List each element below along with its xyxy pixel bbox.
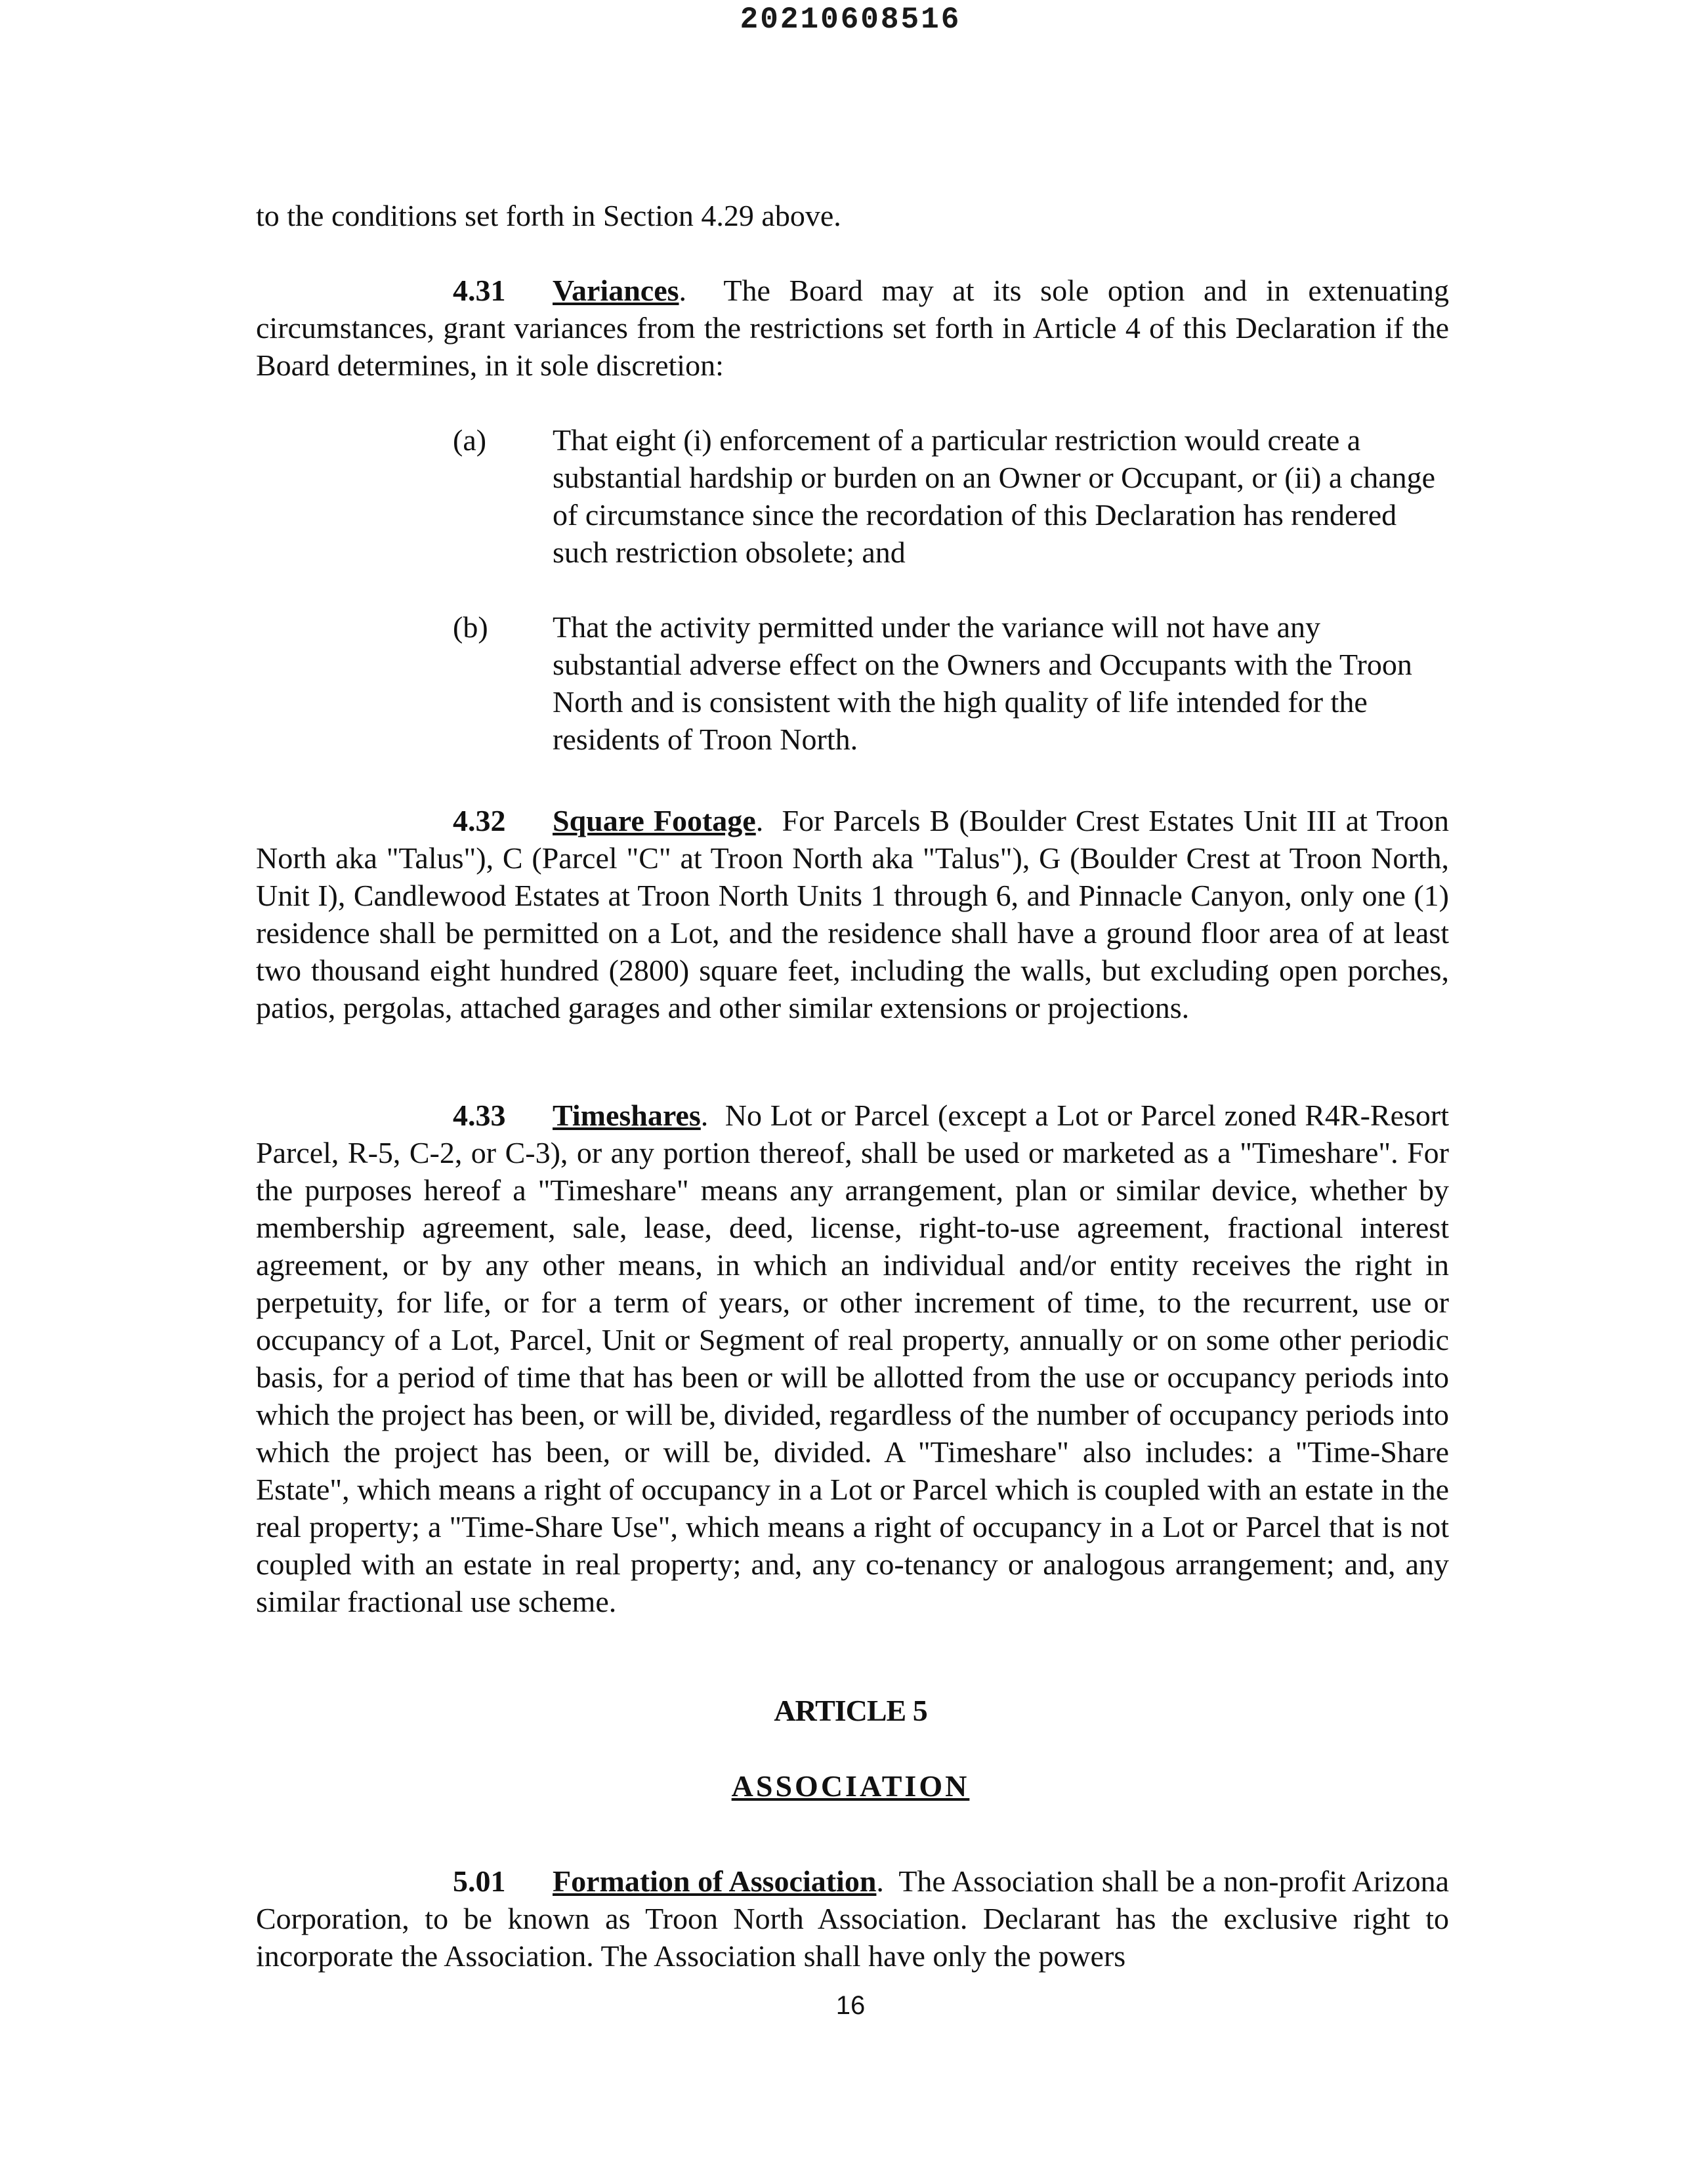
section-5-01: 5.01 Formation of Association. The Association shall be a non-profit Arizona Corporation, to be known as Troon North Association. Declarant has the exclusive right to incorporate the Association. The Association shall have only the powers bbox=[256, 1862, 1449, 1975]
section-number: 4.33 bbox=[453, 1099, 506, 1132]
section-number: 4.32 bbox=[453, 804, 506, 837]
recording-number: 20210608516 bbox=[740, 3, 961, 37]
section-title: Timeshares bbox=[553, 1099, 701, 1132]
article-title: ASSOCIATION bbox=[731, 1769, 970, 1803]
section-body: The Board may at its sole option and in extenuating circumstances, grant variances from the restrictions set forth in Article 4 of this Declaration if the Board determines, in it sole discretion: bbox=[256, 274, 1449, 382]
item-label: (b) bbox=[453, 610, 488, 644]
section-number: 5.01 bbox=[453, 1864, 506, 1898]
section-title: Variances bbox=[553, 274, 679, 307]
section-number: 4.31 bbox=[453, 274, 506, 307]
intro-line: to the conditions set forth in Section 4.29 above. bbox=[256, 199, 841, 232]
page-number: 16 bbox=[835, 1991, 866, 2020]
section-4-31: 4.31 Variances. The Board may at its sole option and in extenuating circumstances, grant variances from the restrictions set forth in Article 4 of this Declaration if the Board determines, in it sole discretion: bbox=[256, 272, 1449, 384]
section-4-32: 4.32 Square Footage. For Parcels B (Boulder Crest Estates Unit III at Troon North aka "Talus"), C (Parcel "C" at Troon North aka "Talus"), G (Boulder Crest at Troon North, Unit I), Candlewood Estates at Troon North Units 1 through 6, and Pinnacle Canyon, only one (1) residence shall be permitted on a Lot, and the residence shall have a ground floor area of at least two thousand eight hundred (2800) square feet, including the walls, but excluding open porches, patios, pergolas, attached garages and other similar extensions or projections. bbox=[256, 802, 1449, 1026]
section-body: The Association shall be a non-profit Arizona Corporation, to be known as Troon North Association. Declarant has the exclusive right to incorporate the Association. The Association shall have only the powers bbox=[256, 1864, 1449, 1973]
section-body: No Lot or Parcel (except a Lot or Parcel zoned R4R-Resort Parcel, R-5, C-2, or C-3), or any portion thereof, shall be used or marketed as a "Timeshare". For the purposes hereof a "Timeshare" means any arrangement, plan or similar device, whether by membership agreement, sale, lease, deed, license, right-to-use agreement, fractional interest agreement, or by any other means, in which an individual and/or entity receives the right in perpetuity, for life, or for a term of years, or other increment of time, to the recurrent, use or occupancy of a Lot, Parcel, Unit or Segment of real property, annually or on some other periodic basis, for a period of time that has been or will be allotted from the use or occupancy periods into which the project has been, or will be, divided, regardless of the number of occupancy periods into which the project has been, or will be, divided. A "Timeshare" also includes: a "Time-Share Estate", which means a right of occupancy in a Lot or Parcel which is coupled with an estate in the real property; a "Time-Share Use", which means a right of occupancy in a Lot or Parcel that is not coupled with an estate in real property; and, any co-tenancy or analogous arrangement; and, any similar fractional use scheme. bbox=[256, 1099, 1449, 1618]
item-text: That the activity permitted under the variance will not have any substantial adverse effect on the Owners and Occupants with the Troon North and is consistent with the high quality of life intended for the residents of Troon North. bbox=[553, 610, 1412, 756]
item-label: (a) bbox=[453, 423, 487, 457]
section-title: Square Footage bbox=[553, 804, 756, 837]
item-text: That eight (i) enforcement of a particular restriction would create a substantial hardship or burden on an Owner or Occupant, or (ii) a change of circumstance since the recordation of this Declaration has rendered such restriction obsolete; and bbox=[553, 423, 1436, 569]
article-label: ARTICLE 5 bbox=[774, 1694, 927, 1727]
section-title: Formation of Association bbox=[553, 1864, 877, 1898]
section-body: For Parcels B (Boulder Crest Estates Unit III at Troon North aka "Talus"), C (Parcel "C" at Troon North aka "Talus"), G (Boulder Crest at Troon North, Unit I), Candlewood Estates at Troon North Units 1 through 6, and Pinnacle Canyon, only one (1) residence shall be permitted on a Lot, and the residence shall have a ground floor area of at least two thousand eight hundred (2800) square feet, including the walls, but excluding open porches, patios, pergolas, attached garages and other similar extensions or projections. bbox=[256, 804, 1449, 1024]
section-4-33: 4.33 Timeshares. No Lot or Parcel (except a Lot or Parcel zoned R4R-Resort Parcel, R-5, C-2, or C-3), or any portion thereof, shall be used or marketed as a "Timeshare". For the purposes hereof a "Timeshare" means any arrangement, plan or similar device, whether by membership agreement, sale, lease, deed, license, right-to-use agreement, fractional interest agreement, or by any other means, in which an individual and/or entity receives the right in perpetuity, for life, or for a term of years, or other increment of time, to the recurrent, use or occupancy of a Lot, Parcel, Unit or Segment of real property, annually or on some other periodic basis, for a period of time that has been or will be allotted from the use or occupancy periods into which the project has been, or will be, divided, regardless of the number of occupancy periods into which the project has been, or will be, divided. A "Timeshare" also includes: a "Time-Share Estate", which means a right of occupancy in a Lot or Parcel which is coupled with an estate in the real property; a "Time-Share Use", which means a right of occupancy in a Lot or Parcel that is not coupled with an estate in real property; and, any co-tenancy or analogous arrangement; and, any similar fractional use scheme. bbox=[256, 1097, 1449, 1620]
